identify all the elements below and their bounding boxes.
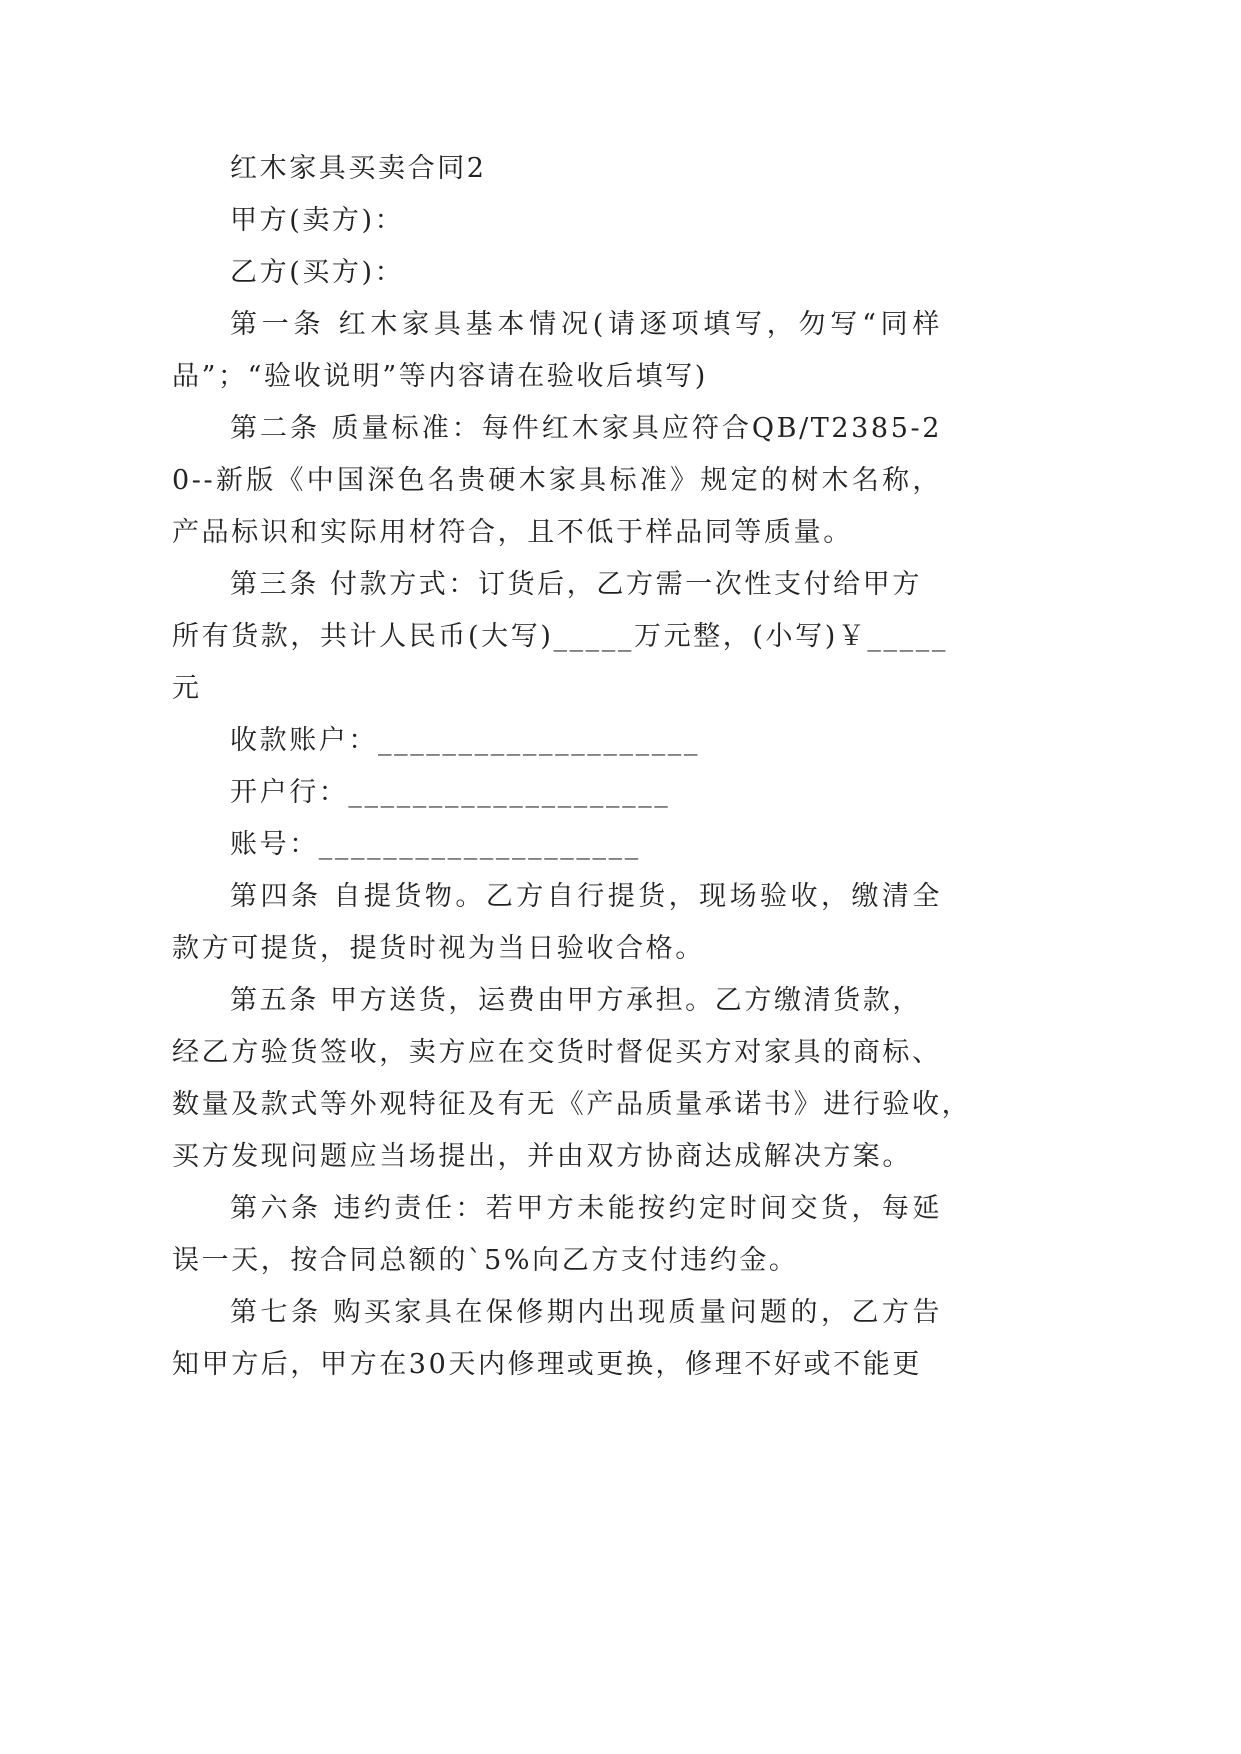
party-b-label: 乙方(买方)：: [230, 257, 405, 288]
article-5-line-2: 经乙方验货签收，卖方应在交货时督促买方对家具的商标、: [172, 1037, 942, 1068]
article-5-line-1: 第五条 甲方送货，运费由甲方承担。乙方缴清货款，: [230, 985, 922, 1016]
article-5-line-3: 数量及款式等外观特征及有无《产品质量承诺书》进行验收，: [172, 1089, 972, 1120]
contract-title: 红木家具买卖合同2: [230, 153, 487, 184]
article-7: 第七条 购买家具在保修期内出现质量问题的，乙方告知甲方后，甲方在30天内修理或更换，修理不好或不能更: [172, 1297, 942, 1380]
article-5-line-4: 买方发现问题应当场提出，并由双方协商达成解决方案。: [172, 1141, 912, 1172]
article-3: [172, 559, 948, 715]
party-a-label: 甲方(卖方)：: [230, 205, 405, 236]
article-4: 第四条 自提货物。乙方自行提货，现场验收，缴清全款方可提货，提货时视为当日验收合格。: [172, 881, 942, 964]
article-1: 第一条 红木家具基本情况(请逐项填写，勿写“同样品”；“验收说明”等内容请在验收后填写): [172, 309, 942, 392]
article-6: 第六条 违约责任：若甲方未能按约定时间交货，每延误一天，按合同总额的`5%向乙方支付违约金。: [172, 1193, 942, 1276]
bank-field: 开户行：____________________: [230, 777, 671, 808]
article-3-line-2: 所有货款，共计人民币(大写)_____万元整，(小写)￥_____: [172, 621, 948, 652]
account-number-field: 账号：____________________: [230, 829, 641, 860]
article-3-line-3: 元: [172, 673, 202, 704]
article-2: 第二条 质量标准：每件红木家具应符合QB/T2385-20--新版《中国深色名贵硬木家具标准》规定的树木名称，产品标识和实际用材符合，且不低于样品同等质量。: [172, 413, 942, 548]
article-3-line-1: 第三条 付款方式：订货后，乙方需一次性支付给甲方: [230, 569, 922, 600]
article-5: [172, 975, 972, 1183]
document-body: [172, 143, 972, 1391]
payee-account-field: 收款账户：____________________: [230, 725, 700, 756]
